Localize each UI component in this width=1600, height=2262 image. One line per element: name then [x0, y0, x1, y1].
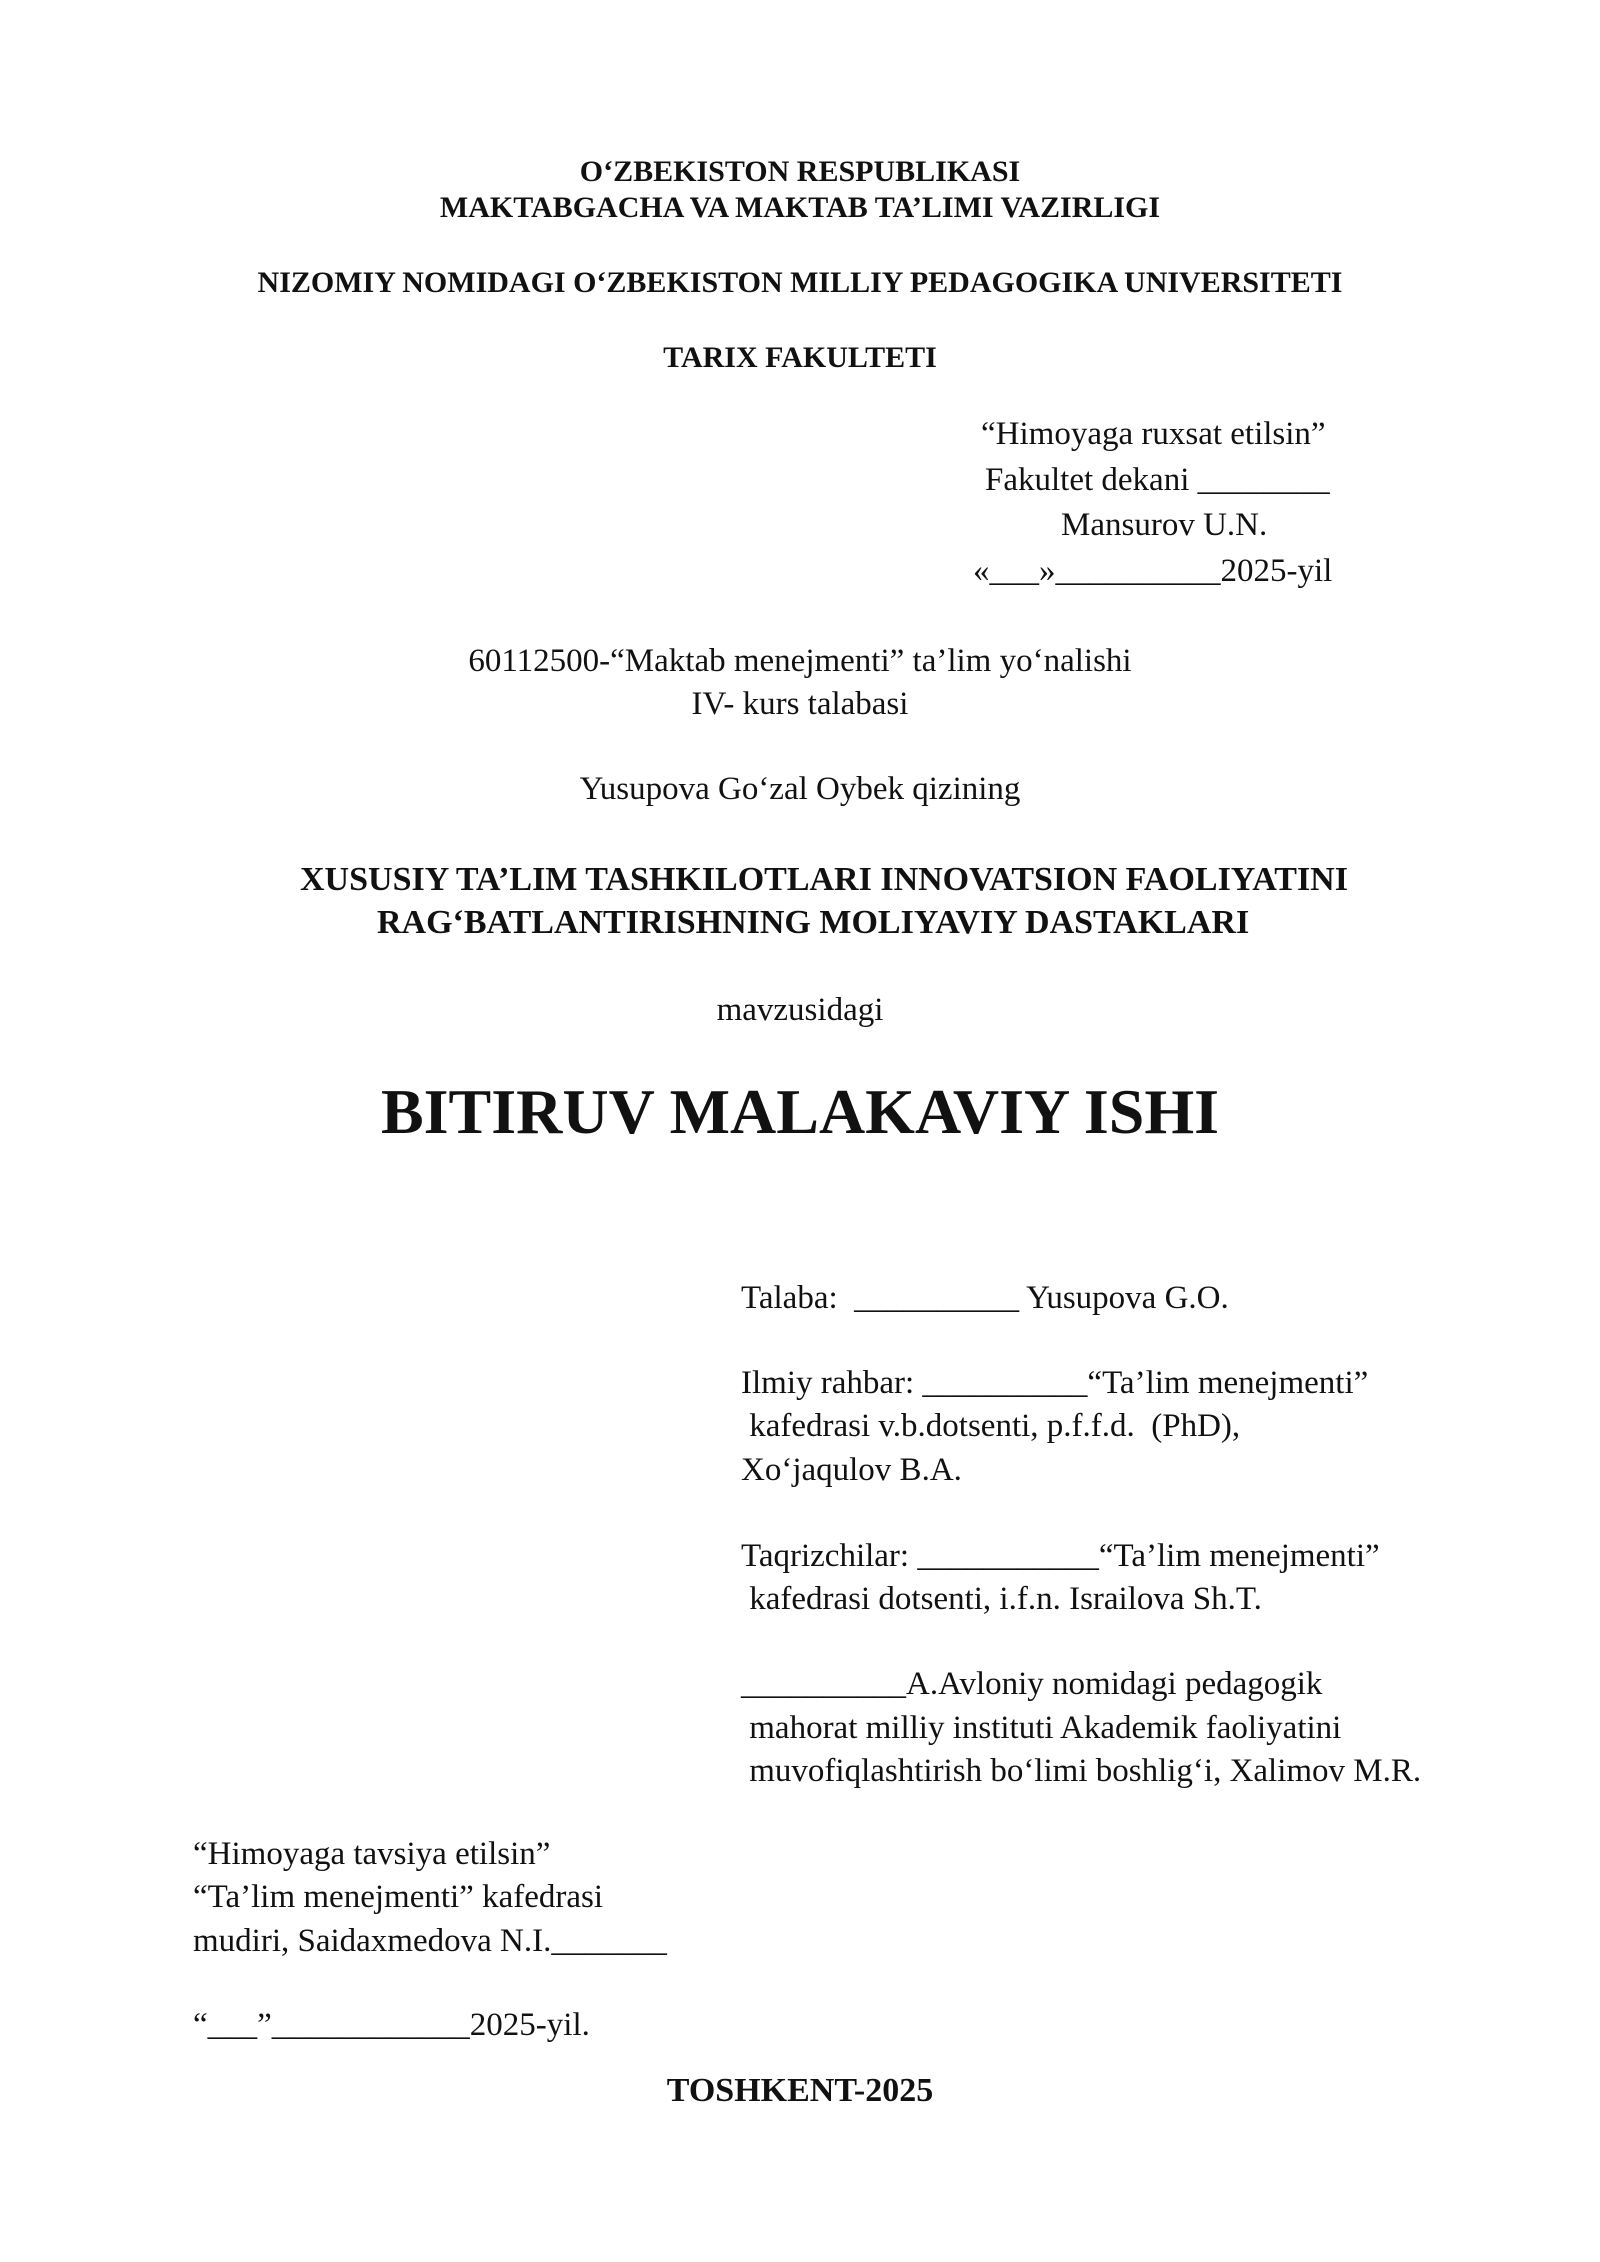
- supervisor-line-2: kafedrasi v.b.dotsenti, p.f.f.d. (PhD),: [741, 1408, 1241, 1444]
- reviewer-line-2: kafedrasi dotsenti, i.f.n. Israilova Sh.T.: [741, 1581, 1262, 1617]
- supervisor-line-3: Xo‘jaqulov B.A.: [741, 1452, 962, 1488]
- reviewer2-line-1: __________A.Avloniy nomidagi pedagogik: [741, 1666, 1323, 1702]
- recommendation-line-2: “Ta’lim menejmenti” kafedrasi: [193, 1879, 604, 1915]
- student-name: Yusupova Go‘zal Oybek qizining: [579, 771, 1021, 807]
- republic-heading: O‘ZBEKISTON RESPUBLIKASI: [579, 155, 1021, 188]
- topic-line-1: XUSUSIY TA’LIM TASHKILOTLARI INNOVATSION FAOLIYATINI: [300, 861, 1348, 898]
- student-signature: Talaba: __________ Yusupova G.O.: [741, 1280, 1229, 1316]
- supervisor-line-1: Ilmiy rahbar: __________“Ta’lim menejmenti”: [741, 1365, 1369, 1401]
- reviewer2-line-2: mahorat milliy instituti Akademik faoliyatini: [741, 1710, 1342, 1746]
- work-title: BITIRUV MALAKAVIY ISHI: [380, 1076, 1220, 1147]
- topic-suffix: mavzusidagi: [716, 992, 884, 1028]
- recommendation-date: “___”____________2025-yil.: [193, 2007, 590, 2043]
- approval-line-2: Fakultet dekani ________: [985, 462, 1330, 498]
- recommendation-line-3: mudiri, Saidaxmedova N.I._______: [193, 1923, 667, 1959]
- city-year: TOSHKENT-2025: [666, 2072, 934, 2109]
- approval-date: «___»__________2025-yil: [973, 553, 1333, 589]
- direction-line: 60112500-“Maktab menejmenti” ta’lim yo‘nalishi: [468, 643, 1132, 679]
- recommendation-line-1: “Himoyaga tavsiya etilsin”: [193, 1836, 551, 1872]
- topic-line-2: RAG‘BATLANTIRISHNING MOLIYAVIY DASTAKLARI: [377, 904, 1250, 941]
- approval-line-1: “Himoyaga ruxsat etilsin”: [981, 416, 1326, 452]
- course-line: IV- kurs talabasi: [691, 686, 909, 722]
- university-heading: NIZOMIY NOMIDAGI O‘ZBEKISTON MILLIY PEDAGOGIKA UNIVERSITETI: [257, 266, 1343, 299]
- ministry-heading: MAKTABGACHA VA MAKTAB TA’LIMI VAZIRLIGI: [439, 191, 1161, 224]
- reviewer2-line-3: muvofiqlashtirish bo‘limi boshlig‘i, Xalimov M.R.: [741, 1753, 1422, 1789]
- faculty-heading: TARIX FAKULTETI: [663, 341, 937, 374]
- approval-line-3: Mansurov U.N.: [1061, 507, 1268, 543]
- reviewer-line-1: Taqrizchilar: ___________“Ta’lim menejmenti”: [741, 1538, 1380, 1574]
